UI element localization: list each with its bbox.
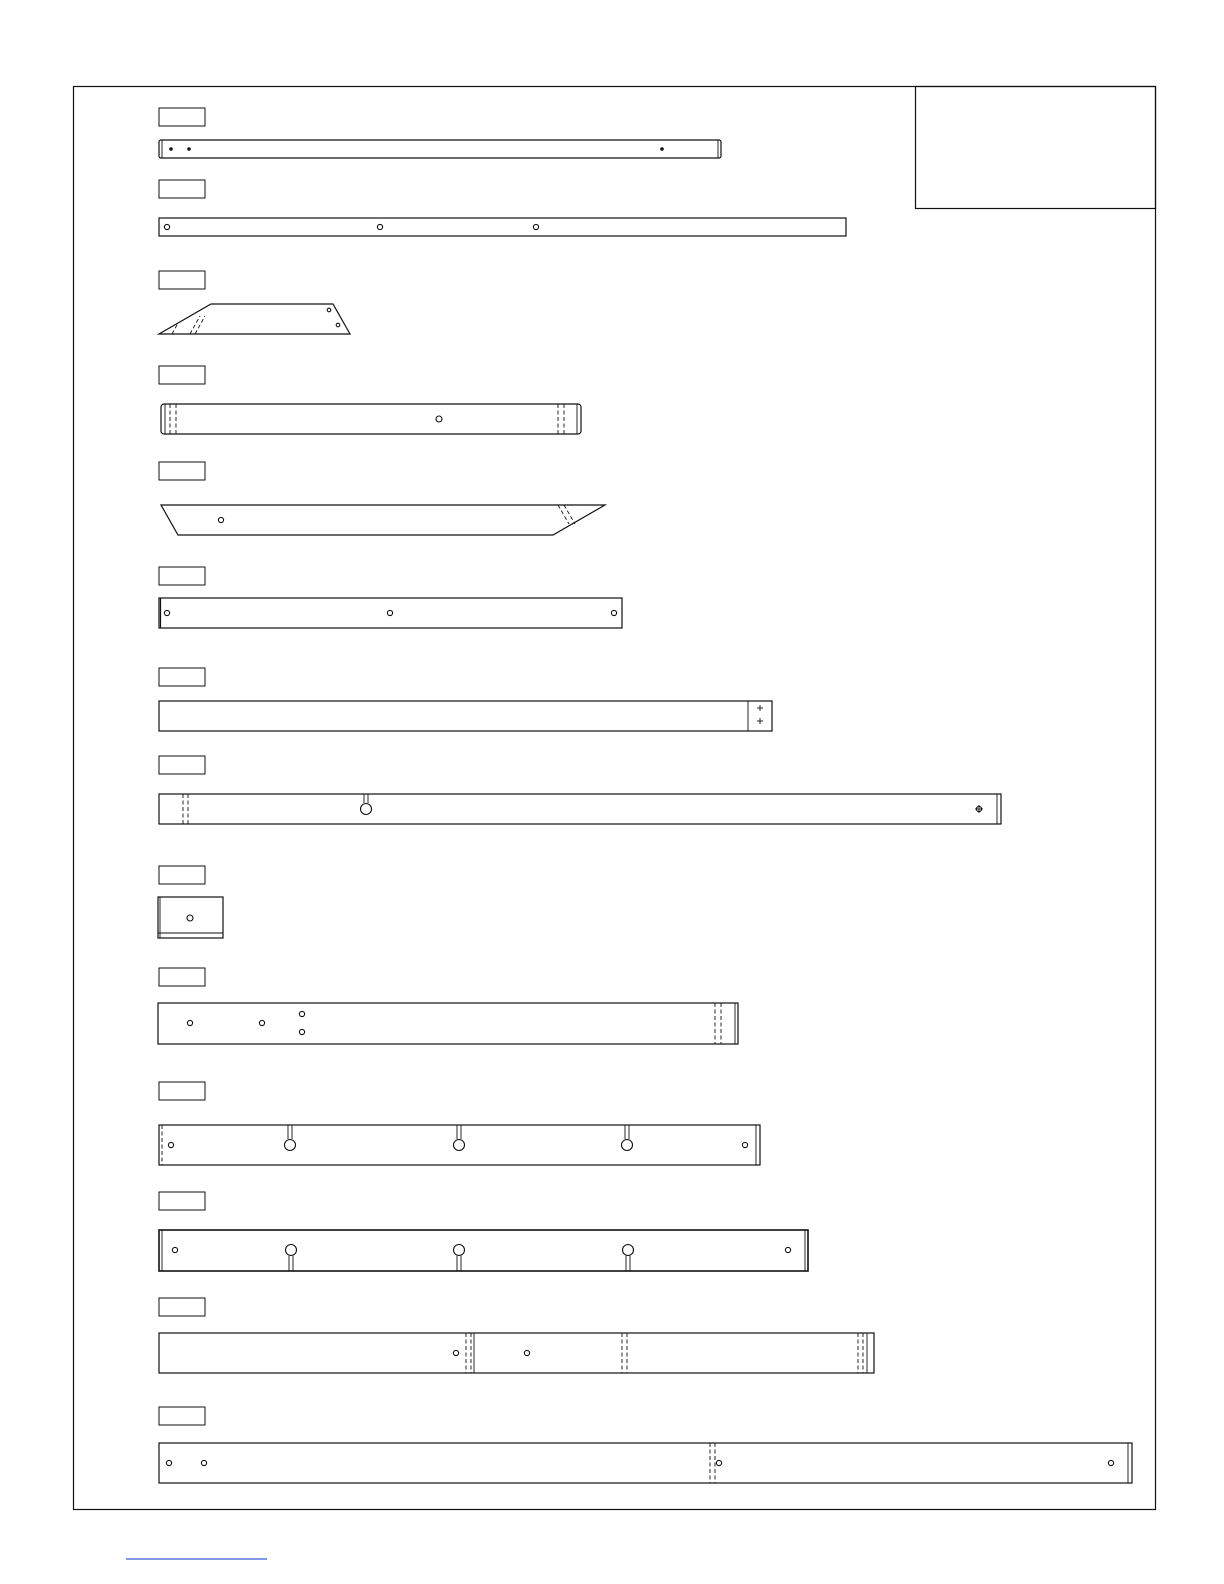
part-label-tag <box>159 866 205 884</box>
part-label-tag <box>159 180 205 198</box>
part-label-tag <box>159 968 205 986</box>
drill-hole <box>1108 1460 1113 1465</box>
part-14 <box>159 1407 1132 1483</box>
drill-hole <box>622 1140 633 1151</box>
part-label-tag <box>159 462 205 480</box>
drill-hole <box>187 147 191 151</box>
drill-hole <box>716 1460 721 1465</box>
part-bar <box>159 1230 808 1271</box>
drill-hole <box>169 147 173 151</box>
part-label-tag <box>159 668 205 686</box>
drill-hole <box>259 1020 264 1025</box>
part-label-tag <box>159 271 205 289</box>
part-12 <box>159 1192 808 1271</box>
part-label-tag <box>159 1407 205 1425</box>
drill-hole <box>286 1245 297 1256</box>
drill-hole <box>164 224 169 229</box>
drill-hole <box>361 804 372 815</box>
drill-hole <box>453 1350 458 1355</box>
drill-hole <box>436 416 442 422</box>
part-label-tag <box>159 1082 205 1100</box>
drill-hole <box>299 1011 304 1016</box>
part-bar <box>159 218 846 236</box>
part-bar <box>159 794 1001 824</box>
drill-hole <box>336 323 340 327</box>
drill-hole <box>168 1142 173 1147</box>
drill-hole <box>187 915 193 921</box>
part-13 <box>159 1298 874 1373</box>
title-block <box>916 87 1156 209</box>
part-6 <box>159 567 622 628</box>
drill-hole <box>164 610 169 615</box>
drill-hole <box>454 1245 465 1256</box>
drill-hole <box>166 1460 171 1465</box>
part-label-tag <box>159 366 205 384</box>
part-bar <box>158 1003 738 1044</box>
part-label-tag <box>159 1192 205 1210</box>
drill-hole <box>742 1142 747 1147</box>
part-label-tag <box>159 108 205 126</box>
drill-hole <box>299 1029 304 1034</box>
part-4 <box>159 366 581 434</box>
part-8 <box>159 756 1001 824</box>
drill-hole <box>387 610 392 615</box>
drill-hole <box>533 224 538 229</box>
part-bar <box>161 404 581 434</box>
drill-hole <box>187 1020 192 1025</box>
part-1 <box>159 108 721 158</box>
part-label-tag <box>159 1298 205 1316</box>
part-11 <box>159 1082 760 1165</box>
part-plate <box>159 304 350 334</box>
drill-hole <box>623 1245 634 1256</box>
drill-hole <box>785 1247 790 1252</box>
part-3 <box>159 271 350 334</box>
part-bar <box>159 1443 1132 1483</box>
drill-hole <box>524 1350 529 1355</box>
drill-hole <box>377 224 382 229</box>
drill-hole <box>285 1140 296 1151</box>
part-7 <box>159 668 772 731</box>
drill-hole <box>172 1247 177 1252</box>
drill-hole <box>611 610 616 615</box>
part-label-tag <box>159 567 205 585</box>
part-5 <box>159 462 605 535</box>
part-9 <box>158 866 223 938</box>
part-10 <box>158 968 738 1044</box>
drill-hole <box>454 1140 465 1151</box>
part-label-tag <box>159 756 205 774</box>
drill-hole <box>218 517 223 522</box>
drill-hole <box>660 147 664 151</box>
part-bar <box>159 1333 874 1373</box>
part-bar <box>159 701 772 731</box>
part-2 <box>159 180 846 236</box>
part-rail <box>161 505 605 535</box>
part-bar <box>159 140 721 158</box>
drill-hole <box>327 308 331 312</box>
drill-hole <box>201 1460 206 1465</box>
